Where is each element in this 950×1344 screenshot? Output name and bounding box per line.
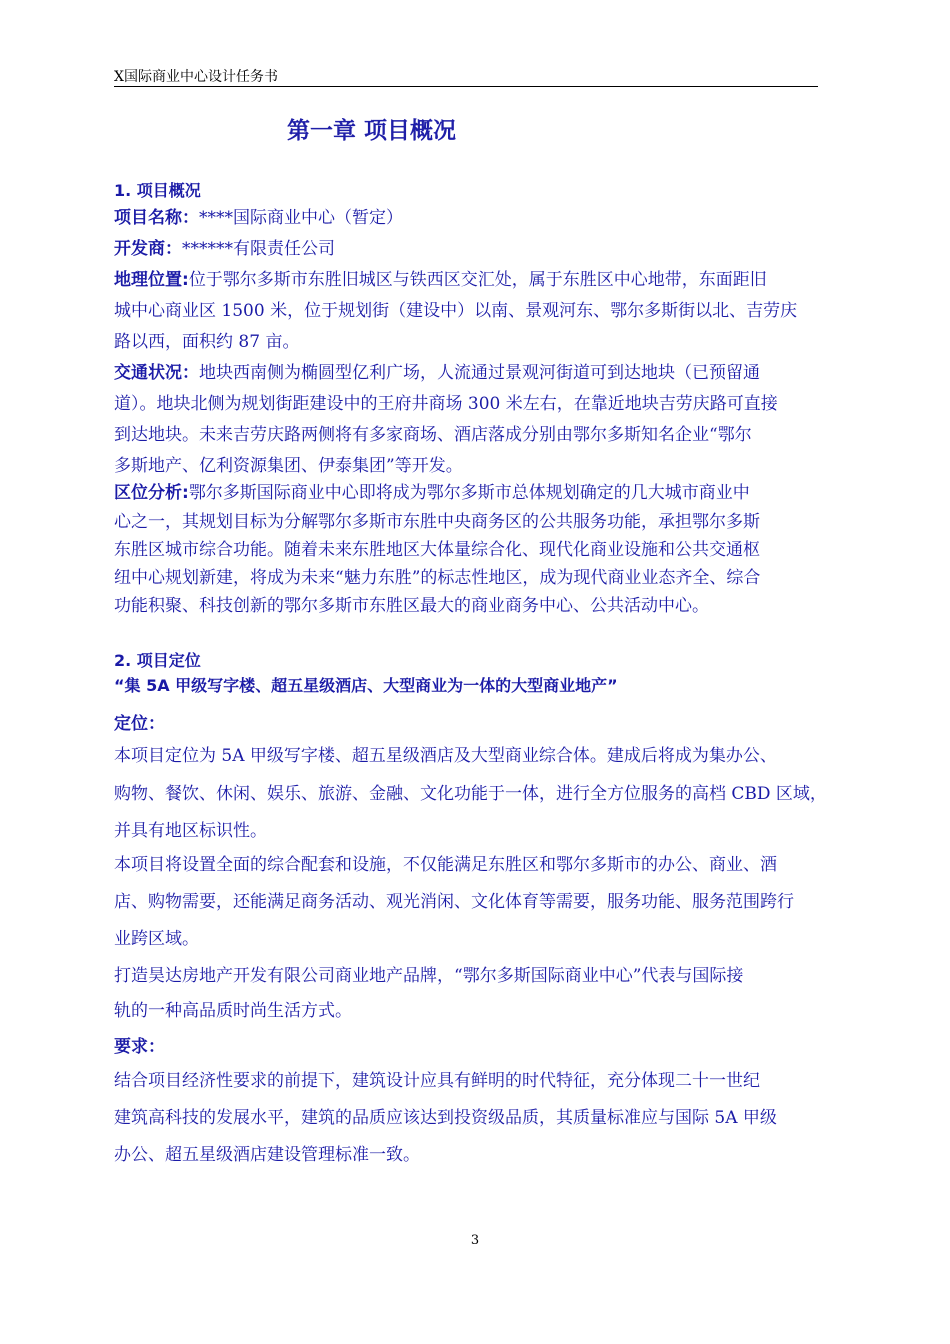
paragraph4-line-3: 办公、超五星级酒店建设管理标准一致。 <box>114 1145 420 1165</box>
project-name-label: 项目名称： <box>114 208 199 228</box>
location-label: 地理位置: <box>114 270 189 290</box>
location-line-3: 路以西，面积约 87 亩。 <box>114 332 300 352</box>
traffic-text: 地块西南侧为椭圆型亿利广场，人流通过景观河街道可到达地块（已预留通 <box>199 363 760 383</box>
analysis-label: 区位分析: <box>114 483 189 503</box>
analysis-line-2: 心之一，其规划目标为分解鄂尔多斯市东胜中央商务区的公共服务功能，承担鄂尔多斯 <box>114 512 760 532</box>
paragraph2-line-3: 业跨区域。 <box>114 929 199 949</box>
header-rule <box>114 86 818 87</box>
analysis-line-3: 东胜区城市综合功能。随着未来东胜地区大体量综合化、现代化商业设施和公共交通枢 <box>114 540 760 560</box>
developer-line <box>114 234 335 259</box>
paragraph1-line-1: 本项目定位为 5A 甲级写字楼、超五星级酒店及大型商业综合体。建成后将成为集办公、 <box>114 746 777 766</box>
paragraph1-line-2: 购物、餐饮、休闲、娱乐、旅游、金融、文化功能于一体，进行全方位服务的高档 CBD 区域， <box>114 784 827 804</box>
analysis-text: 鄂尔多斯国际商业中心即将成为鄂尔多斯市总体规划确定的几大城市商业中 <box>188 483 750 503</box>
traffic-line-3: 到达地块。未来吉劳庆路两侧将有多家商场、酒店落成分别由鄂尔多斯知名企业“鄂尔 <box>114 425 752 445</box>
paragraph2-line-2: 店、购物需要，还能满足商务活动、观光消闲、文化体育等需要，服务功能、服务范围跨行 <box>114 892 794 912</box>
paragraph4-line-2: 建筑高科技的发展水平，建筑的品质应该达到投资级品质，其质量标准应与国际 5A 甲级 <box>114 1108 777 1128</box>
paragraph3-line-1: 打造昊达房地产开发有限公司商业地产品牌，“鄂尔多斯国际商业中心”代表与国际接 <box>114 966 744 986</box>
paragraph4-line-1: 结合项目经济性要求的前提下，建筑设计应具有鲜明的时代特征，充分体现二十一世纪 <box>114 1071 760 1091</box>
positioning-label: 定位： <box>114 714 165 734</box>
developer-label: 开发商： <box>114 239 182 259</box>
traffic-label: 交通状况： <box>114 363 199 383</box>
analysis-line-1 <box>114 478 750 503</box>
analysis-line-4: 纽中心规划新建，将成为未来“魅力东胜”的标志性地区，成为现代商业业态齐全、综合 <box>114 568 761 588</box>
positioning-slogan: “集 5A 甲级写字楼、超五星级酒店、大型商业为一体的大型商业地产” <box>114 676 618 695</box>
chapter-title: 第一章 项目概况 <box>287 118 457 144</box>
requirements-label: 要求： <box>114 1037 165 1057</box>
developer-value: ******有限责任公司 <box>182 239 335 259</box>
location-line-1 <box>114 265 767 290</box>
location-line-2: 城中心商业区 1500 米，位于规划街（建设中）以南、景观河东、鄂尔多斯街以北、吉劳庆 <box>114 301 798 321</box>
section-heading-1: 1. 项目概况 <box>114 181 201 200</box>
project-name-value: ****国际商业中心（暂定） <box>199 208 403 228</box>
paragraph3-line-2: 轨的一种高品质时尚生活方式。 <box>114 1001 352 1021</box>
location-text: 位于鄂尔多斯市东胜旧城区与铁西区交汇处，属于东胜区中心地带，东面距旧 <box>188 270 767 290</box>
page-number: 3 <box>470 1233 480 1248</box>
traffic-line-4: 多斯地产、亿利资源集团、伊泰集团”等开发。 <box>114 456 463 476</box>
project-name-line <box>114 203 403 228</box>
section-heading-2: 2. 项目定位 <box>114 651 201 670</box>
paragraph1-line-3: 并具有地区标识性。 <box>114 821 267 841</box>
running-header: X国际商业中心设计任务书 <box>114 69 278 85</box>
traffic-line-2: 道）。地块北侧为规划街距建设中的王府井商场 300 米左右，在靠近地块吉劳庆路可直接 <box>114 394 778 414</box>
paragraph2-line-1: 本项目将设置全面的综合配套和设施，不仅能满足东胜区和鄂尔多斯市的办公、商业、酒 <box>114 855 777 875</box>
analysis-line-5: 功能积聚、科技创新的鄂尔多斯市东胜区最大的商业商务中心、公共活动中心。 <box>114 596 709 616</box>
traffic-line-1 <box>114 358 760 383</box>
